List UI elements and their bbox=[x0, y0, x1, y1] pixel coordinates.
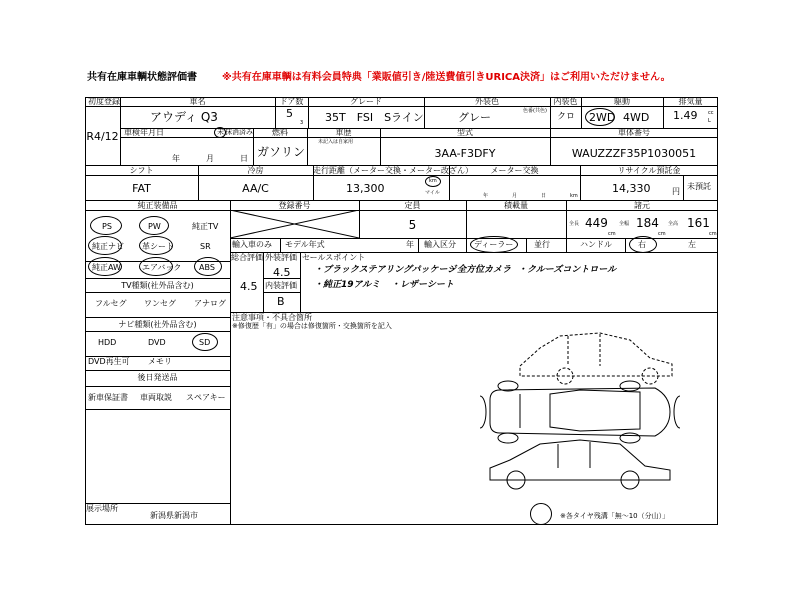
sales-point-label: セールスポイント bbox=[302, 253, 366, 262]
body-history-note: 未記入は自家用 bbox=[318, 139, 354, 145]
top-view bbox=[480, 381, 680, 443]
label-registered: 抹消済み bbox=[225, 128, 253, 136]
model-year-mark: 年 bbox=[406, 240, 414, 249]
equip-ps-circle bbox=[90, 216, 122, 235]
sales-point-5: ・レザーシート bbox=[391, 280, 454, 290]
label-capacity: 定員 bbox=[404, 201, 421, 210]
tv-analog: アナログ bbox=[194, 299, 226, 308]
equip-navi-circle bbox=[88, 236, 122, 255]
label-drive: 駆動 bbox=[614, 97, 630, 106]
length-label: 全長 bbox=[569, 221, 580, 227]
interior-eval-label: 内装評価 bbox=[265, 281, 297, 290]
capacity-value: 5 bbox=[408, 218, 417, 232]
label-vin: 車体番号 bbox=[618, 128, 650, 137]
side-view-left bbox=[490, 440, 670, 489]
import-only-label: 輸入車のみ bbox=[232, 240, 272, 249]
dealer-circle bbox=[470, 236, 518, 253]
ac-value: AA/C bbox=[242, 182, 269, 195]
vin-value: WAUZZZF35P1030051 bbox=[571, 147, 697, 160]
navi-dvd: DVD bbox=[148, 338, 166, 347]
fuel-value: ガソリン bbox=[257, 145, 306, 159]
width-cm: cm bbox=[658, 231, 666, 237]
total-eval-value: 4.5 bbox=[240, 280, 258, 293]
navi-memory: メモリ bbox=[148, 357, 172, 366]
after-spare-key: スペアキー bbox=[186, 393, 226, 402]
label-car-name: 車名 bbox=[189, 97, 206, 106]
model-value: 3AA-F3DFY bbox=[434, 147, 496, 160]
disp-unit-cc: cc bbox=[708, 110, 714, 116]
displacement-value: 1.49 bbox=[673, 109, 698, 122]
interior-value: クロ bbox=[557, 112, 576, 122]
sales-point-4: ・純正19アルミ bbox=[314, 280, 381, 290]
notice-text: ※共有在庫車輌は有料会員特典「業販値引き/陸送費値引きURICA決済」はご利用いただけません。 bbox=[222, 72, 671, 83]
equip-abs-circle bbox=[194, 257, 222, 276]
tv-title: TV種類(社外品含む) bbox=[121, 281, 194, 290]
drive-2wd: 2WD bbox=[589, 111, 616, 124]
equip-ps: PS bbox=[102, 222, 112, 231]
navi-title: ナビ種類(社外品含む) bbox=[118, 320, 197, 329]
label-load: 積載量 bbox=[504, 201, 528, 210]
side-view-right bbox=[520, 333, 672, 384]
label-specs: 諸元 bbox=[634, 201, 650, 210]
handle-right-circle bbox=[629, 236, 657, 253]
label-fuel: 燃料 bbox=[272, 128, 288, 137]
sales-point-1: ・ブラックステアリングパッケージ bbox=[314, 265, 457, 275]
equip-pw-circle bbox=[139, 216, 169, 235]
navi-sd-circle bbox=[192, 333, 218, 351]
handle-label: ハンドル bbox=[580, 240, 612, 249]
meter-mark-km: km bbox=[570, 193, 578, 199]
first-reg-value: R4/12 bbox=[86, 130, 119, 143]
year-mark: 年 bbox=[172, 154, 180, 163]
equip-navi: 純正ナビ bbox=[92, 242, 124, 251]
shift-value: FAT bbox=[132, 182, 151, 195]
length-value: 449 bbox=[585, 216, 608, 230]
label-grade: グレード bbox=[350, 97, 382, 106]
exterior-eval-value: 4.5 bbox=[273, 266, 291, 279]
equip-sr: SR bbox=[200, 242, 211, 251]
tv-fullseg: フルセグ bbox=[95, 299, 127, 308]
label-unregistered: 未 bbox=[217, 128, 224, 136]
tire-circle bbox=[530, 503, 552, 525]
notes-label: 注意事項・不具合箇所 bbox=[232, 313, 312, 322]
length-cm: cm bbox=[608, 231, 616, 237]
after-manual: 車両取説 bbox=[140, 393, 172, 402]
handle-right: 右 bbox=[638, 240, 646, 249]
not-deposited: 未預託 bbox=[687, 182, 711, 191]
label-inspection: 車検年月日 bbox=[124, 128, 164, 137]
width-value: 184 bbox=[636, 216, 659, 230]
equipment-title: 純正装備品 bbox=[137, 201, 178, 210]
recycle-value: 14,330 bbox=[612, 182, 651, 195]
after-warranty: 新車保証書 bbox=[88, 393, 128, 402]
label-first-reg: 初度登録 bbox=[88, 97, 120, 106]
yen-mark: 円 bbox=[672, 187, 680, 196]
sales-point-3: ・クルーズコントロール bbox=[518, 265, 617, 275]
label-ac: 冷房 bbox=[247, 166, 264, 175]
handle-left: 左 bbox=[688, 240, 696, 249]
navi-hdd: HDD bbox=[98, 338, 117, 347]
equip-leather: 革シート bbox=[142, 242, 174, 251]
label-doors: ドア数 bbox=[279, 97, 304, 106]
model-year-label: モデル年式 bbox=[285, 240, 325, 249]
doors-sub: 3 bbox=[300, 120, 304, 126]
meter-mark-year: 年 bbox=[483, 193, 489, 199]
sales-point-2: ・全方位カメラ bbox=[448, 265, 512, 275]
equip-airbag: エアバック bbox=[142, 263, 182, 272]
exterior-eval-label: 外装評価 bbox=[265, 253, 297, 262]
grade-value: 35T FSI Sライン bbox=[325, 111, 424, 124]
import-parallel: 並行 bbox=[534, 240, 550, 249]
car-name-value: アウディ Q3 bbox=[150, 110, 218, 124]
height-value: 161 bbox=[687, 216, 710, 230]
day-mark: 日 bbox=[240, 154, 248, 163]
label-reg-no: 登録番号 bbox=[278, 201, 311, 210]
unit-mile: マイル bbox=[425, 190, 440, 196]
equip-abs: ABS bbox=[199, 263, 215, 272]
document-title: 共有在庫車輌状態評価書 bbox=[87, 72, 197, 83]
label-shift: シフト bbox=[129, 166, 154, 175]
after-title: 後日発送品 bbox=[137, 373, 178, 382]
import-type-label: 輸入区分 bbox=[424, 240, 456, 249]
equip-aw-circle bbox=[88, 257, 122, 276]
label-displacement: 排気量 bbox=[678, 97, 703, 106]
exterior-value: グレー bbox=[458, 111, 491, 124]
label-recycle: リサイクル預託金 bbox=[617, 166, 681, 175]
location-value: 新潟県新潟市 bbox=[150, 511, 198, 520]
equip-aw: 純正AW bbox=[92, 263, 121, 272]
height-label: 全高 bbox=[668, 221, 679, 227]
total-eval-label: 総合評価 bbox=[231, 253, 263, 262]
navi-sd: SD bbox=[199, 338, 211, 347]
month-mark: 月 bbox=[206, 154, 214, 163]
mileage-value: 13,300 bbox=[346, 182, 385, 195]
equip-tv: 純正TV bbox=[192, 222, 219, 231]
height-cm: cm bbox=[709, 231, 717, 237]
equip-leather-circle bbox=[139, 236, 173, 255]
label-body-history: 車歴 bbox=[335, 128, 352, 137]
label-exterior: 外装色 bbox=[475, 97, 499, 106]
meter-mark-day: 日 bbox=[541, 193, 547, 199]
label-model: 型式 bbox=[457, 128, 473, 137]
label-meter-change: メーター交換 bbox=[490, 166, 539, 175]
width-label: 全幅 bbox=[619, 221, 630, 227]
interior-eval-value: B bbox=[277, 295, 285, 308]
disp-unit-l: L bbox=[708, 118, 711, 124]
meter-mark-month: 月 bbox=[512, 193, 518, 199]
notes-sub: ※修復歴「有」の場合は修復箇所・交換箇所を記入 bbox=[232, 322, 392, 330]
doors-value: 5 bbox=[286, 107, 293, 120]
location-label: 展示場所 bbox=[86, 504, 118, 513]
label-interior: 内装色 bbox=[553, 97, 578, 106]
car-damage-diagram bbox=[480, 328, 680, 498]
tire-note: ※各タイヤ残溝「無～10（分山）」 bbox=[560, 512, 670, 520]
color-no-label: 色番(共色) bbox=[523, 108, 547, 114]
navi-dvd-play: DVD再生可 bbox=[88, 357, 130, 366]
drive-4wd: 4WD bbox=[623, 111, 650, 124]
label-mileage: 走行距離（メーター交換・メーター改ざん） bbox=[313, 166, 473, 175]
import-dealer: ディーラー bbox=[474, 240, 514, 249]
tv-oneseg: ワンセグ bbox=[144, 299, 176, 308]
equip-airbag-circle bbox=[139, 257, 173, 276]
reg-no-crossed bbox=[230, 210, 359, 238]
unit-km: km bbox=[429, 178, 437, 184]
equip-pw: PW bbox=[148, 222, 161, 231]
